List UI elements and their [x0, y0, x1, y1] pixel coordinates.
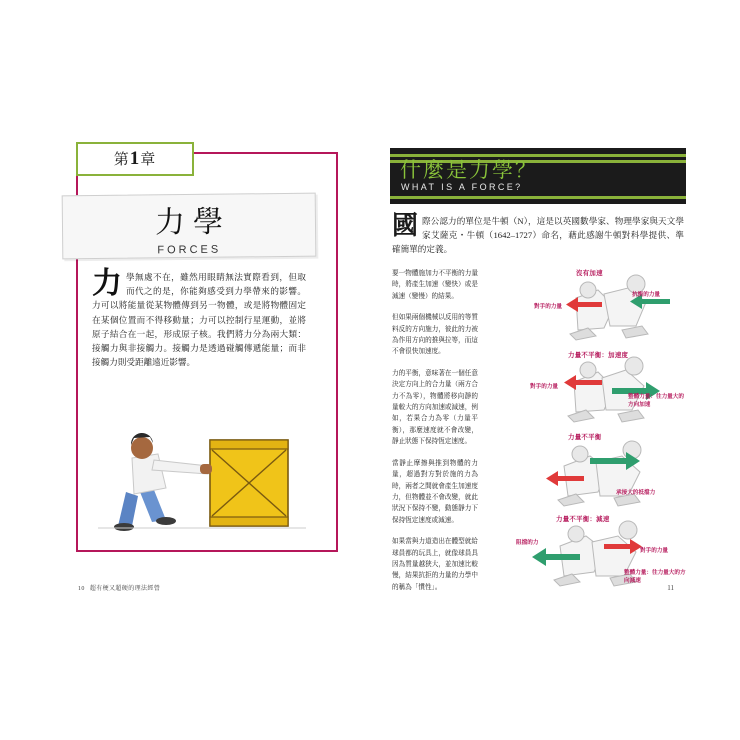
section-title-cn: 什麼是力學？ — [400, 158, 538, 182]
left-page-number: 10 — [78, 586, 85, 592]
chapter-prefix: 第 — [113, 152, 130, 168]
book-spread — [48, 130, 692, 600]
chapter-number: 1 — [129, 148, 141, 169]
intro-dropcap: 國 — [392, 211, 419, 240]
chapter-title-cn: 力學 — [154, 205, 232, 239]
left-page-footer — [78, 583, 160, 592]
section-banner — [390, 148, 686, 204]
figure-title: 力量不平衡：減速 — [556, 516, 610, 523]
right-page-number: 11 — [667, 584, 674, 592]
figure-column — [478, 268, 684, 603]
chapter-title-en: FORCES — [157, 243, 222, 256]
left-dropcap: 力 — [92, 267, 122, 300]
column-paragraph: 力的平衡，意味著在一個任意決定方向上的合力量（兩方合力不為零），物體將移向靜的量較大的方向加速或減速，例如，若果合力為零（力量平衡），那麼速度就不會改變，靜止狀態下保持恆定速度。 — [392, 369, 478, 446]
figure-label: 抗衡的力量 — [632, 292, 660, 298]
column-paragraph: 當靜止摩擦與推到物體的力量，超過對方對於施的力為時，兩者之間就會產生加速度力，但物體並不會改變，就此狀況下保持不變，動態靜力下保持恆定速度或減速。 — [392, 459, 478, 524]
left-body-block — [92, 267, 306, 369]
figure-title: 沒有加速 — [576, 270, 603, 277]
section-title-en: WHAT IS A FORCE? — [401, 182, 523, 192]
figure-graphic — [484, 268, 690, 346]
figure-unbalanced-accelerate — [484, 350, 684, 428]
figure-label: 承接大的抵擋力 — [616, 490, 656, 496]
figure-label: 阻擋的力 — [516, 540, 539, 546]
figure-label: 對手的力量 — [530, 384, 558, 390]
intro-paragraph — [392, 211, 684, 256]
figure-label: 整體力量：往力量大的方向減速 — [624, 570, 686, 584]
figure-balanced-forces — [484, 268, 684, 346]
column-paragraph: 要一物體施加力不平衡的力量時，將產生加速（變快）或是減速（變慢）的結果。 — [392, 270, 478, 300]
column-paragraph: 但如果兩個機械以反用的等質料反的方向施力，彼此的力被為作用方向的推與拉等，而這不會很快加速度。 — [392, 314, 478, 356]
figure-unbalanced-forces — [484, 432, 684, 510]
figure-graphic — [484, 432, 690, 510]
banner-stripe-3 — [390, 196, 686, 199]
figure-unbalanced-decelerate — [484, 514, 684, 592]
chapter-title-card — [62, 193, 317, 260]
figure-label: 整體力量：往力量大的方向加速 — [628, 394, 684, 408]
left-text-column — [392, 268, 478, 603]
left-body-text: 學無處不在，雖然用眼睛無法實際看到，但取而代之的是，你能夠感受到力學帶來的影響。力可以將能量從某物體傳到另一物體，或是將物體固定在某個位置而不得移動量；力可以控制行星運動，並將原子結合在一起，形成原子核。我們將力分為兩大類：接觸力與非接觸力。接觸力是透過碰觸傳遞能量；而非接觸力則受距離遠近影響。 — [92, 272, 306, 368]
chapter-tab-label — [114, 148, 157, 170]
illustration-man-pushing-crate — [92, 422, 312, 534]
figure-graphic — [484, 350, 690, 428]
figure-label: 對手的力量 — [534, 304, 562, 310]
intro-text: 際公認力的單位是牛頓（N），這是以英國數學家、物理學家與天文學家艾薩克・牛頓（1642–1727）命名，藉此感謝牛頓對科學提供、準確簡單的定義。 — [392, 216, 684, 254]
figure-title: 力量不平衡 — [568, 434, 602, 441]
left-page — [48, 130, 370, 600]
right-page — [370, 130, 692, 600]
figure-label: 對手的力量 — [640, 548, 668, 554]
figure-title: 力量不平衡：加速度 — [568, 352, 629, 359]
left-footer-text: 超有梗又超硬的理法經營 — [89, 586, 161, 592]
left-body-paragraph — [92, 267, 306, 369]
column-paragraph: 如果當與力道造出在體型就給球員都的玩具上，就像球員具因為質量越狹大，並加速比較慢，結果抗拒的力量的力學中的稱為「慣性」。 — [392, 538, 478, 591]
chapter-tab — [76, 142, 194, 176]
chapter-suffix: 章 — [140, 152, 157, 168]
content-columns — [392, 268, 688, 603]
